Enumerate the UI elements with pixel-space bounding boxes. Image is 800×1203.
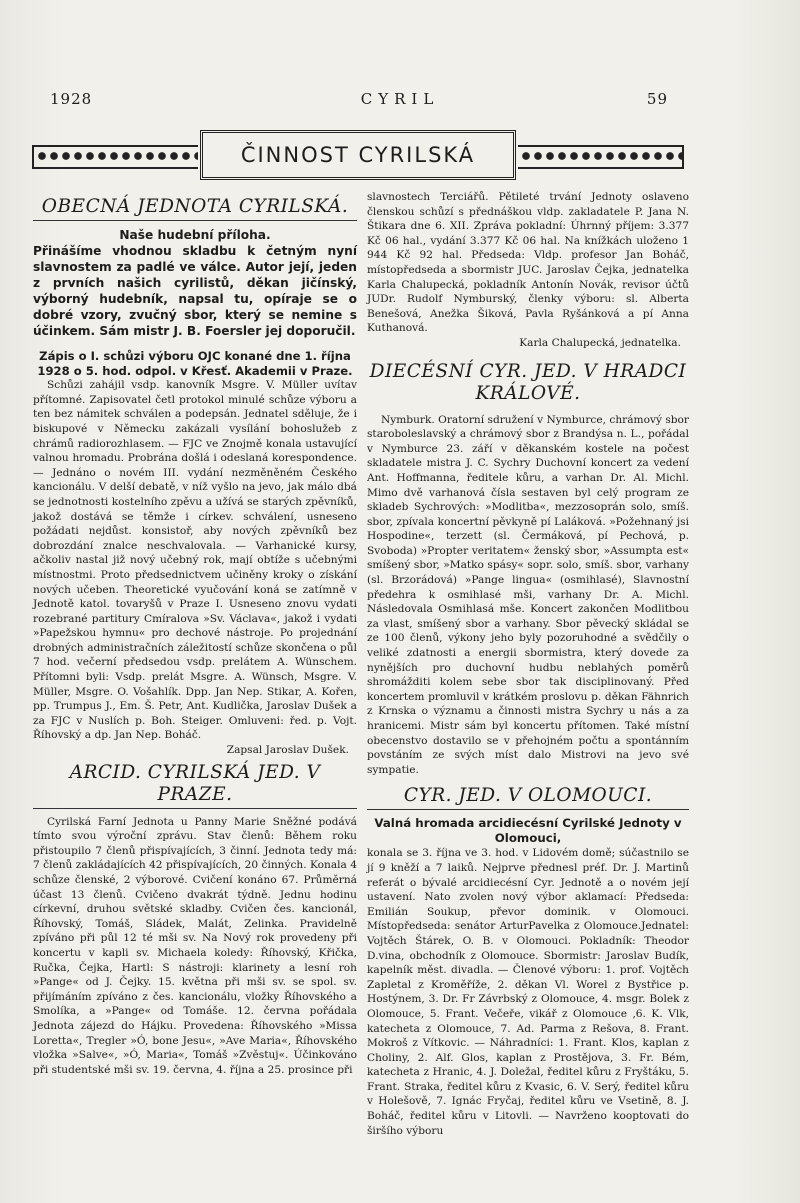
continuation-paragraph: slavnostech Terciářů. Pětileté trvání Jednoty oslaveno členskou schůzí s přednáškou vldp. zakladatele P. Jana N. Štikara dne 6. XII. Zpráva pokladní: Úhrnný příjem: 3.377 Kč 06 hal., vydání 3.377 Kč 06 hal. Na knížkách uloženo 1 944 Kč 92 hal. Předseda: Vldp. profesor Jan Boháč, místopředseda a sbormistr JUC. Jaroslav Čejka, jednatelka Karla Chalupecká, pokladník Antonín Novák, revisor účtů JUDr. Rudolf Nymburský, členky výboru: sl. Alberta Benešová, Anežka Šiková, Pavla Ryšánková a pí Anna Kuthanová.: [367, 191, 689, 335]
left-column: [33, 190, 357, 1077]
lead-paragraph: Přinášíme vhodnou skladbu k četným nyní slavnostem za padlé ve válce. Autor její, jeden z prvních našich cyrilistů, děkan jičínský, výborný hudebník, napsal tu, opíraje se o dobré vzory, zvučný sbor, který se nemine s účinkem. Sám mistr J. B. Foersler jej doporučil.: [33, 244, 357, 338]
olomouc-lead: Valná hromada arcidiecésní Cyrilské Jednoty v Olomouci,: [374, 816, 682, 846]
nymburk-body: Nymburk. Oratorní sdružení v Nymburce, chrámový sbor staroboleslavský a chrámový sbor z Brandýsa n. L., pořádal v Nymburce 23. září v děkanském kostele na počest skladatele mistra J. C. Sychry Duchovní koncert za vedení Ant. Hoffmanna, ředitele kůru, a varhan Dr. Al. Michl. Mimo dvě varhanová čísla sestaven byl celý program ze skladeb Sychrových: »Modlitba«, mezzosoprán solo, smíš. sbor, zpívala koncertní pěvkyně pí Laláková. »Požehnaný jsi Hospodine«, terzett (sl. Čermáková, pí Pechová, p. Svoboda) »Propter veritatem« ženský sbor, »Assumpta est« smíšený sbor, »Matko spásy« sopr. solo, smíš. sbor, varhany (sl. Brzorádová) »Pange lingua« (osmihlasé), Slavnostní předehra k osmihlasé mši, varhany Dr. A. Michl. Následovala Osmihlasá mše. Koncert zakončen Modlitbou za vlast, smíšený sbor a varhany. Sbor pěvecký skládal se ze 100 členů, výkony jeho byly pozoruhodné a svědčily o veliké zdatnosti a energii sbormistra, který dovede za nynějších pro duchovní hudbu neblahých poměrů shromážditi kolem sebe sbor tak disciplinovaný. Před koncertem promluvil v krátkém proslovu p. děkan Fähnrich z Krnska o významu a činnosti mistra Sychry u nás a za hranicemi. Mistr sám byl koncertu přítomen. Také místní obecenstvo dostavilo se v přehojném počtu a spontánním povstáním ze svých míst dalo Mistrovi na jevo své sympatie.: [367, 413, 689, 776]
running-head: [0, 90, 800, 110]
section-heading-obecna: OBECNÁ JEDNOTA CYRILSKÁ.: [33, 196, 357, 221]
arcid-body: Cyrilská Farní Jednota u Panny Marie Sněžné podává tímto svou výroční zprávu. Stav členů: Během roku přistoupilo 7 členů přispívajících, 3 činní. Jednota tedy má: 7 členů zakládajících 42 přispívajících, 20 činných. Konala 4 schůze členské, 2 výborové. Cvičení konáno 67. Průměrná účast 13 členů. Cvičeno dvakrát týdně. Jednu hodinu církevní, druhou světské skladby. Cvičen čes. kancionál, Říhovský, Tomáš, Sládek, Malát, Zelinka. Pravidelně zpíváno při půl 12 té mši sv. Na Nový rok provedeny při koncertu v kapli sv. Michaela koledy: Říhovský, Křička, Ručka, Čejka, Hartl: S nástroji: klarinety a lesní roh »Pange« od J. Čejky. 15. května při mši sv. se spol. sv. přijímáním zpíváno z čes. kancionálu, vložky Říhovského a Smolíka, a »Pange« od Tomáše. 12. června pořádala Jednota zájezd do Hájku. Provedena: Říhovského »Missa Loretta«, Tregler »Ó, bone Jesu«, »Ave Maria«, Říhovského vložka »Salve«, »Ó, Maria«, Tomáš »Zvěstuj«. Účinkováno při studentské mši sv. 19. června, 4. října a 25. prosince při: [33, 815, 357, 1076]
section-heading-hradec: DIECÉSNÍ CYR. JED. V HRADCI KRÁLOVÉ.: [369, 360, 687, 404]
section-heading-olomouc: CYR. JED. V OLOMOUCI.: [367, 785, 689, 810]
olomouc-body: konala se 3. října ve 3. hod. v Lidovém domě; súčastnilo se jí 9 kněží a 7 laiků. Nejprve přednesl préf. Dr. J. Martinů referát o bývalé arcidiecésní Cyr. Jednotě a o novém její ustavení. Nato zvolen nový výbor aklamací: Předseda: Emilián Soukup, převor dominik. v Olomouci. Místopředseda: senátor ArturPavelka z Olomouce.Jednatel: Vojtěch Štárek, O. B. v Olomouci. Pokladník: Theodor D.vina, obchodník z Olomouce. Sbormistr: Jaroslav Budík, kapelník měst. divadla. — Členové výboru: 1. prof. Vojtěch Zapletal z Kroměříže, 2. děkan Vl. Worel z Bystřice p. Hostýnem, 3. Dr. Fr Závrbský z Olomouce, 4. msgr. Bolek z Olomouce, 5. Frant. Večeře, vikář z Olomouce ,6. K. Vlk, katecheta z Olomouce, 7. Ad. Parma z Rešova, 8. Frant. Mokroš z Vítkovic. — Náhradníci: 1. Frant. Klos, kaplan z Choliny, 2. Alf. Glos, kaplan z Prostějova, 3. Fr. Bém, katecheta z Hranic, 4. J. Doležal, ředitel kůru z Fryštáku, 5. Frant. Straka, ředitel kůru z Kvasic, 6. V. Serý, ředitel kůru v Holešově, 7. Ignác Fryčaj, ředitel kůru ve Vsetině, 8. J. Boháč, ředitel kůru v Litovli. — Navrženo kooptovati do širšího výboru: [367, 847, 689, 1137]
minutes-signature: Zapsal Jaroslav Dušek.: [226, 744, 349, 757]
dot-ornament-left: [32, 145, 198, 169]
banner-title: ČINNOST CYRILSKÁ: [200, 130, 516, 180]
treasurer-signature: Karla Chalupecká, jednatelka.: [519, 336, 681, 349]
year: 1928: [50, 90, 93, 108]
journal-title: CYRIL: [360, 90, 440, 108]
minutes-heading: Zápis o I. schůzi výboru OJC konané dne 1. října 1928 o 5. hod. odpol. v Křesť. Akademii v Praze.: [37, 349, 353, 378]
section-banner: [32, 130, 684, 184]
dot-ornament-right: [518, 145, 684, 169]
right-column: [367, 190, 689, 1138]
subheading-priloha: Naše hudební příloha.: [119, 228, 271, 242]
page-number: 59: [646, 90, 668, 108]
minutes-body: Schůzi zahájil vsdp. kanovník Msgre. V. Müller uvítav přítomné. Zapisovatel četl protokol minulé schůze výboru a ten bez námitek schválen a podepsán. Jednatel sděluje, že i biskupové v Německu zakázali vysílání bohoslužeb z chrámů radiorozhlasem. — FJC ve Znojmě konala ustavující valnou hromadu. Probrána došlá i odeslaná korespondence. — Jednáno o novém III. vydání nezměněném Českého kancionálu. V delší debatě, v níž vyšlo na jevo, jak málo dbá se jednotnosti kostelního zpěvu a užívá se starých zpěvníků, jakož dostává se těmže i církev. schválení, usneseno požádati nejdůst. konsistoř, aby nových zpěvníků bez dobrozdání znalce neschvalovala. — Varhanické kursy, ačkoliv nastal již nový učebný rok, mají obtíže s učebnými místnostmi. Proto předsednictvem učiněny kroky o získání nových učeben. Theoretické vyučování koná se zatímně v Jednotě katol. tovaryšů v Praze I. Usneseno znovu vydati rozebrané partitury Cmíralova »Sv. Václava«, jakož i vydati »Papežskou hymnu« pro dechové nástroje. Po projednání drobných administračních záležitostí schůze skončena o půl 7 hod. večerní předsedou vsdp. prelátem A. Wünschem. Přítomni byli: Vsdp. prelát Msgre. A. Wünsch, Msgre. V. Müller, Msgre. O. Vošahlík. Dpp. Jan Nep. Stikar, A. Kořen, pp. Trumpus J., Em. Š. Petr, Ant. Kudlička, Jaroslav Dušek a za FJC v Nuslích p. Boh. Steiger. Omluveni: řed. p. Vojt. Říhovský a dp. Jan Nep. Boháč.: [33, 379, 357, 742]
section-heading-arcid: ARCID. CYRILSKÁ JED. V PRAZE.: [33, 762, 357, 809]
